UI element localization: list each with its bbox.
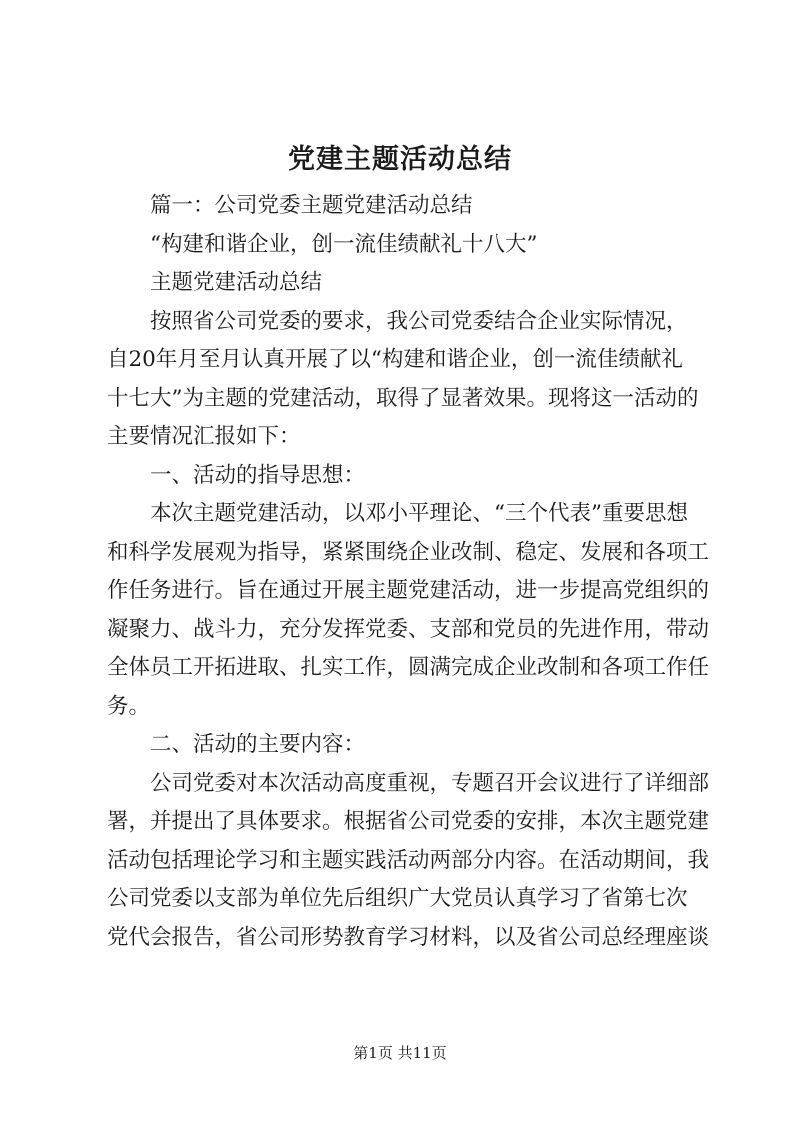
body-line: 署，并提出了具体要求。根据省公司党委的安排，本次主题党建 [107,809,710,834]
body-line: 作任务进行。旨在通过开展主题党建活动，进一步提高党组织的 [107,578,710,603]
body-line: “构建和谐企业，创一流佳绩献礼十八大” [150,231,538,257]
body-line: 活动包括理论学习和主题实践活动两部分内容。在活动期间，我 [107,847,710,873]
page-footer: 第1页 共11页 [353,1044,447,1062]
body-line: 本次主题党建活动，以邓小平理论、“三个代表”重要思想 [150,501,688,526]
body-line: 自20年月至月认真开展了以“构建和谐企业，创一流佳绩献礼 [107,347,683,372]
body-line: 全体员工开拓进取、扎实工作，圆满完成企业改制和各项工作任 [107,655,710,680]
body-line: 务。 [107,693,151,719]
section-heading: 一、活动的指导思想： [150,462,366,488]
body-line: 主要情况汇报如下： [107,424,301,449]
body-line: 凝聚力、战斗力，充分发挥党委、支部和党员的先进作用，带动 [107,616,710,642]
body-line: 公司党委对本次活动高度重视，专题召开会议进行了详细部 [150,770,710,796]
body-line: 主题党建活动总结 [150,270,323,295]
document-body [107,187,710,957]
body-line: 篇一：公司党委主题党建活动总结 [150,193,473,218]
body-line: 党代会报告，省公司形势教育学习材料，以及省公司总经理座谈 [107,924,710,950]
body-line: 和科学发展观为指导，紧紧围绕企业改制、稳定、发展和各项工 [107,539,710,565]
section-heading: 二、活动的主要内容： [150,732,366,757]
document-title: 党建主题活动总结 [288,144,512,175]
body-line: 按照省公司党委的要求，我公司党委结合企业实际情况， [150,308,688,334]
body-line: 公司党委以支部为单位先后组织广大党员认真学习了省第七次 [107,886,688,911]
body-line: 十七大”为主题的党建活动，取得了显著效果。现将这一活动的 [107,385,699,411]
